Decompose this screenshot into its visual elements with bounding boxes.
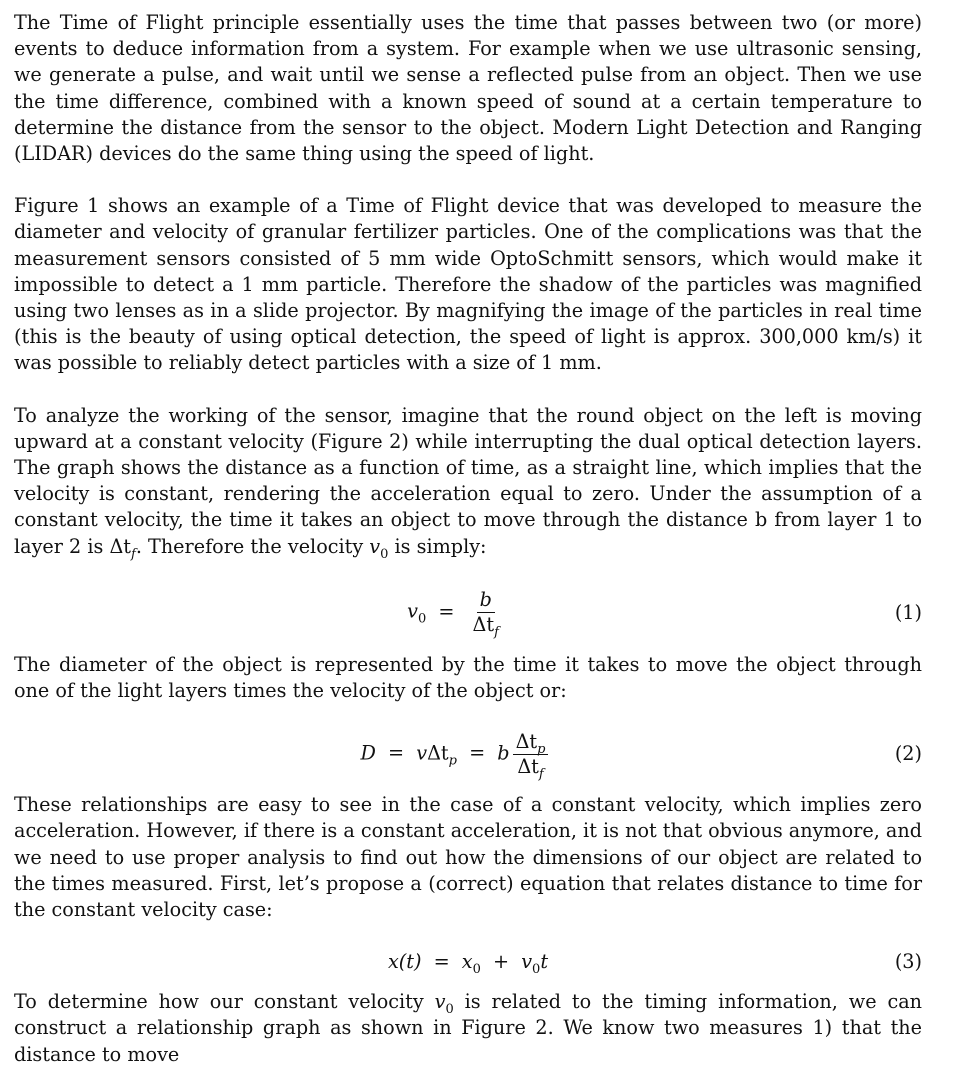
subscript-zero: 0 [380,546,389,562]
inline-v0-2 [434,990,454,1018]
eq2-numerator-sub: p [537,741,546,757]
eq2-D: D [360,741,376,765]
paragraph-6 [14,989,922,1068]
eq2-v: v [416,741,428,765]
equation-3 [14,947,922,977]
equation-2-number: (2) [894,742,922,766]
eq3-x0: x [461,950,473,974]
document-page [14,10,922,1068]
eq3-v0: v [521,950,533,974]
paragraph-3 [14,403,922,560]
equation-1-number: (1) [894,600,922,624]
eq1-denominator: Δt [472,613,495,637]
paragraph-3-text-c: is simply: [388,534,487,558]
eq1-v-sub: 0 [417,611,427,627]
eq3-t: t [540,950,549,974]
v-symbol-2: v [434,990,446,1014]
paragraph-5: These relationships are easy to see in the case of a constant velocity, which implies zero acceleration. However, if there is a constant acceleration, it is not that obvious anymore, and we need to use proper analysis to find out how the dimensions of our object are related to the times measured. First, let’s propose a (correct) equation that relates distance to time for the constant velocity case: [14,793,922,922]
eq1-equals: = [438,599,455,623]
eq3-x0-sub: 0 [472,962,481,977]
inline-v0 [369,534,389,562]
paragraph-1: The Time of Flight principle essentially uses the time that passes between two (or more) events to deduce information from a system. For example when we use ultrasonic sensing, we generate a pulse, and wait until we sense a reflected pulse from an object. Then we use the time difference, combined with a known speed of sound at a certain temperature to determine the distance from the sensor to the object. Modern Light Detection and Ranging (LIDAR) devices do the same thing using the speed of light. [14,11,922,166]
equation-2 [14,724,922,784]
paragraph-4: The diameter of the object is represented by the time it takes to move the object through one of the light layers times the velocity of the object or: [14,652,922,703]
eq2-delta-t-sub: p [448,753,457,769]
eq3-v0-sub: 0 [532,962,541,977]
eq1-fraction [470,588,502,641]
eq3-plus: + [493,950,510,974]
delta-t-symbol: Δt [109,534,132,558]
inline-delta-t-f [109,534,136,562]
eq2-delta-t: Δt [427,741,449,765]
paragraph-2: Figure 1 shows an example of a Time of Flight device that was developed to measure the diameter and velocity of granular fertilizer particles. One of the complications was that the measurement sensors consisted of 5 mm wide OptoSchmitt sensors, which would make it impossible to detect a 1 mm particle. Therefore the shadow of the particles was magnified using two lenses as in a slide projector. By magnifying the image of the particles in real time (this is the beauty of using optical detection, the speed of light is approx. 300,000 km/s) it was possible to reliably detect particles with a size of 1 mm. [14,194,922,375]
eq3-x: x [387,950,399,974]
equation-1 [14,584,922,642]
eq2-denominator-sub: f [538,766,544,782]
eq2-equals-1: = [388,741,405,765]
v-symbol: v [369,534,381,558]
eq2-fraction [513,729,549,782]
subscript-f: f [131,546,136,562]
eq2-numerator: Δt [515,729,538,753]
eq3-equals: = [433,950,450,974]
eq2-denominator: Δt [517,754,539,778]
eq1-v: v [407,599,418,623]
paragraph-3-text-b: . Therefore the velocity [135,534,370,558]
eq1-denominator-sub: f [494,625,499,641]
subscript-zero-2: 0 [445,1002,454,1018]
paragraph-6-text-a: To determine how our constant velocity [14,990,435,1014]
paragraph-3-text-a: To analyze the working of the sensor, imagine that the round object on the left is moving upward at a constant velocity (Figure 2) while interrupting the dual optical detection layers. The graph shows the distance as a function of time, as a straight line, which implies that the velocity is constant, rendering the acceleration equal to zero. Under the assumption of a constant velocity, the time it takes an object to move through the distance b from layer 1 to layer 2 is [14,403,922,558]
eq3-t-paren: (t) [398,950,422,974]
paragraph-6-text-b: is related to the timing information, we can construct a relationship graph as shown in Figure 2. We know two measures 1) that the distance to move [14,990,922,1066]
equation-3-number: (3) [894,950,922,974]
eq2-b: b [497,741,510,765]
eq1-numerator: b [479,588,492,612]
eq2-equals-2: = [469,741,486,765]
